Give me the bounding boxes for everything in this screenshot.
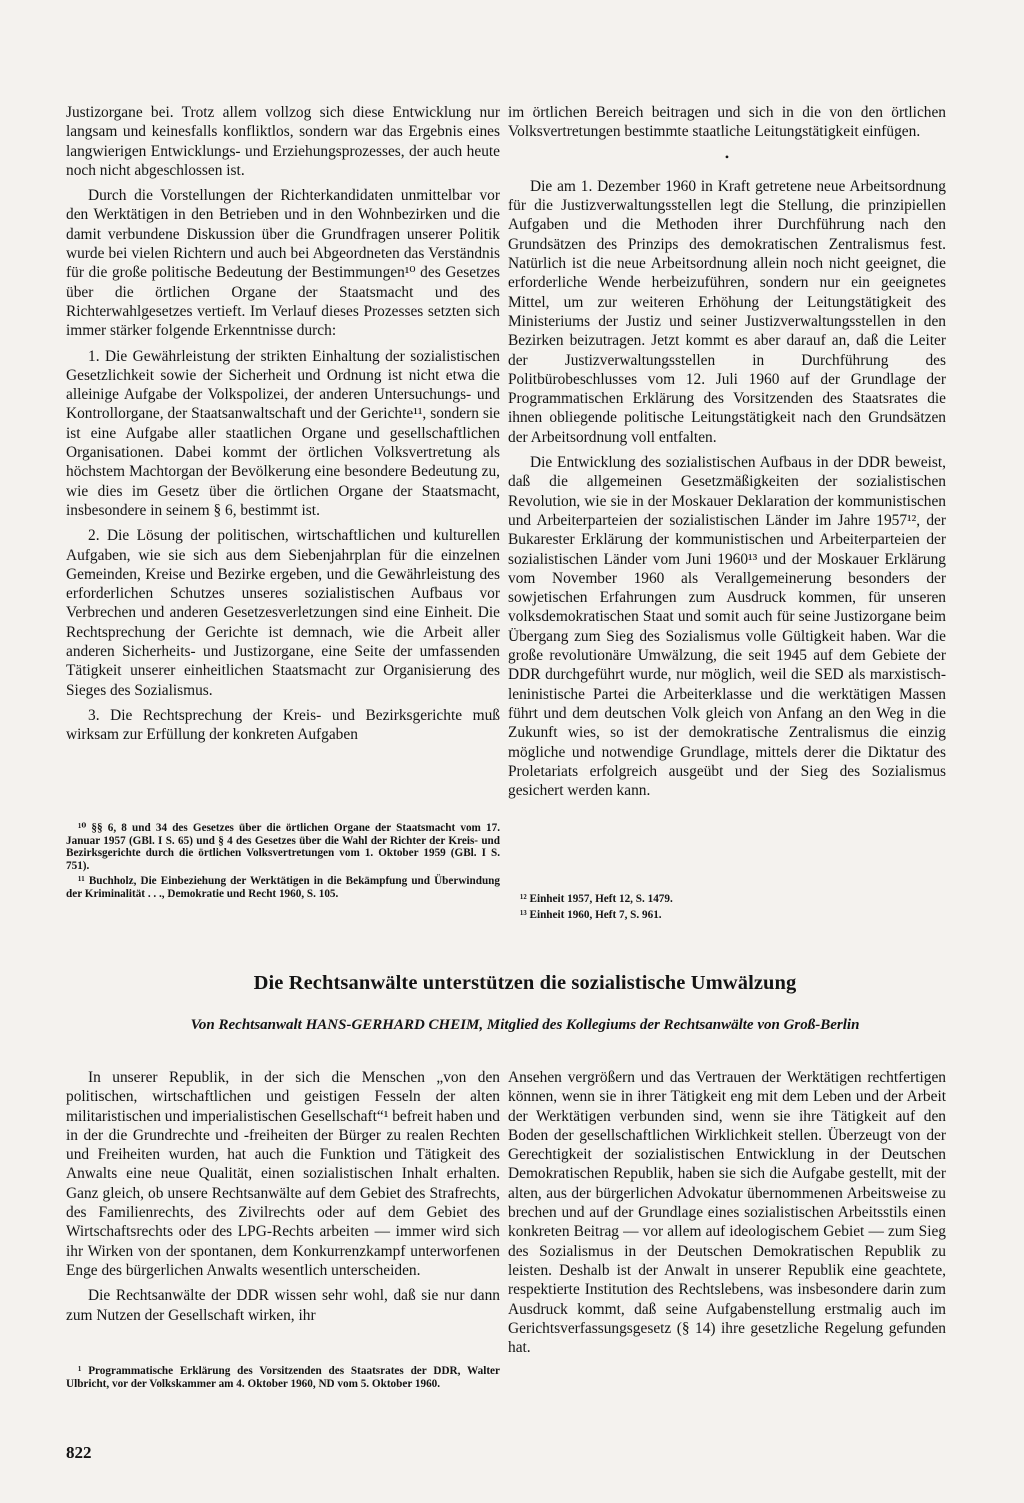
paragraph: Ansehen vergrößern und das Vertrauen der Werktätigen rechtfertigen können, wenn sie in ihrer Tätigkeit eng mit dem Leben und der Arbeit der Werktätigen verbunden sind, wenn sie ihre Tätigkeit auf den Boden der gesellschaftlichen Wirklichkeit stellen. Überzeugt von der Gerechtigkeit der sozialistischen Entwicklung in der Deutschen Demokratischen Republik, haben sie sich die Aufgabe gestellt, mit der alten, aus der bürgerlichen Advokatur übernommenen Arbeitsweise zu brechen und auf der Grundlage eines sozialistischen Arbeitsstils einen konkreten Beitrag — vor allem auf ideologischem Gebiet — zum Sieg des Sozialismus in der Deutschen Demokratischen Republik zu leisten. Deshalb ist der Anwalt in unserer Republik eine geachtete, respektierte Institution des Rechtslebens, was insbesondere darin zum Ausdruck kommt, daß seine Aufgabenstellung erstmalig auch im Gerichtsverfassungsgesetz (§ 14) ihre gesetzliche Regelung gefunden hat. [508, 1069, 946, 1357]
article-left-footnotes [66, 1365, 500, 1393]
paragraph: In unserer Republik, in der sich die Menschen „von den politischen, wirtschaftlichen und geistigen Fesseln der alten militaristischen und imperialistischen Gesellschaft“¹ befreit haben und in der die Grundrechte und -freiheiten der Bürger zu realen Rechten und Freiheiten wurden, hat auch die Funktion und Tätigkeit des Anwalts eine neue Qualität, einen sozialistischen Inhalt erhalten. Ganz gleich, ob unsere Rechtsanwälte auf dem Gebiet des Strafrechts, des Familienrechts, des Zivilrechts oder auf dem Gebiet des Wirtschaftsrechts oder des LPG-Rechts arbeiten — immer wird sich ihr Wirken von der spontanen, dem Konkurrenzkampf unterworfenen Enge des bürgerlichen Anwalts wesentlich unterscheiden. [66, 1069, 500, 1279]
footnote-11: ¹¹ Buchholz, Die Einbeziehung der Werktätigen in die Bekämpfung und Überwindung der Kriminalität . . ., Demokratie und Recht 1960, S. 105. [66, 875, 500, 900]
paragraph: Die am 1. Dezember 1960 in Kraft getretene neue Arbeitsordnung für die Justizverwaltungsstellen legt die Stellung, die prinzipiellen Aufgaben und die Methoden ihrer Durchführung nach den Grundsätzen des Prinzips des demokratischen Zentralismus fest. Natürlich ist die neue Arbeitsordnung allein noch nicht geeignet, die erforderliche Wende herbeizuführen, sondern nur ein geeignetes Mittel, um zur weiteren Erhöhung der Leitungstätigkeit des Ministeriums der Justiz und seiner Justizverwaltungsstellen in den Bezirken beizutragen. Jetzt kommt es aber darauf an, daß die Leiter der Justizverwaltungsstellen in Durchführung des Politbürobeschlusses vom 12. Juli 1960 auf der Grundlage der Programmatischen Erklärung des Vorsitzenden des Staatsrates die ihnen obliegende politische Leitungstätigkeit nach den Grundsätzen der Arbeitsordnung voll entfalten. [508, 177, 946, 446]
paragraph: Durch die Vorstellungen der Richterkandidaten unmittelbar vor den Werktätigen in den Betrieben und in den Wohnbezirken und die damit verbundene Diskussion über die Grundfragen unserer Politik wurde bei vielen Richtern und auch bei Abgeordneten das Verständnis für die große politische Bedeutung der Bestimmungen¹⁰ des Gesetzes über die örtlichen Organe der Staatsmacht und des Richterwahlgesetzes vertieft. Im Verlauf dieses Prozesses setzten sich immer stärker folgende Erkenntnisse durch: [66, 187, 500, 340]
top-left-footnotes [66, 822, 500, 904]
article-right-column [508, 1068, 946, 1363]
top-left-column [66, 103, 500, 751]
article-title: Die Rechtsanwälte unterstützen die sozialistische Umwälzung [253, 972, 797, 994]
top-right-column [508, 103, 946, 806]
paragraph: Die Rechtsanwälte der DDR wissen sehr wohl, daß sie nur dann zum Nutzen der Gesellschaft wirken, ihr [66, 1287, 500, 1324]
paragraph: 1. Die Gewährleistung der strikten Einhaltung der sozialistischen Gesetzlichkeit sowie der Sicherheit und Ordnung ist nicht etwa die alleinige Aufgabe der Volkspolizei, der anderen Untersuchungs- und Kontrollorgane, der Staatsanwaltschaft und der Gerichte¹¹, sondern sie ist eine Aufgabe aller staatlichen Organe und gesellschaftlichen Organisationen. Dabei kommt der örtlichen Volksvertretung als höchstem Machtorgan der Bevölkerung eine besondere Bedeutung zu, wie dies im Gesetz über die örtlichen Organe der Staatsmacht, insbesondere in seinem § 6, bestimmt ist. [66, 347, 500, 519]
section-separator: • [724, 149, 730, 164]
footnote-13: ¹³ Einheit 1960, Heft 7, S. 961. [520, 908, 662, 921]
paragraph: 3. Die Rechtsprechung der Kreis- und Bezirksgerichte muß wirksam zur Erfüllung der konkreten Aufgaben [66, 706, 500, 744]
paragraph: Die Entwicklung des sozialistischen Aufbaus in der DDR beweist, daß die allgemeinen Gesetzmäßigkeiten der sozialistischen Revolution, wie sie in der Moskauer Deklaration der kommunistischen und Arbeiterparteien der sozialistischen Länder im Jahre 1957¹², der Bukarester Erklärung der kommunistischen und Arbeiterparteien der sozialistischen Länder vom Juni 1960¹³ und der Moskauer Erklärung vom November 1960 als Verallgemeinerung besonders der sowjetischen Erfahrungen zum Ausdruck kommen, für unseren volksdemokratischen Staat und somit auch für seine Justizorgane beim Übergang zum Sieg des Sozialismus volle Gültigkeit haben. War die große revolutionäre Umwälzung, die seit 1945 auf dem Gebiete der DDR durchgeführt wurde, nur möglich, weil die SED als marxistisch-leninistische Partei die Arbeiterklasse und die werktätigen Massen führt und dem deutschen Volk gleich von Anfang an den Weg in die Zukunft wies, so ist der demokratische Zentralismus die einzig mögliche und notwendige Grundlage, mittels derer die Diktatur des Proletariats erfolgreich ausgeübt und der Sieg des Sozialismus gesichert werden kann. [508, 454, 946, 800]
article-left-column [66, 1068, 500, 1331]
paragraph: im örtlichen Bereich beitragen und sich in die von den örtlichen Volksvertretungen bestimmte staatliche Leitungstätigkeit einfügen. [508, 104, 946, 141]
paragraph: 2. Die Lösung der politischen, wirtschaftlichen und kulturellen Aufgaben, wie sie sich aus dem Siebenjahrplan für die einzelnen Gemeinden, Kreise und Bezirke ergeben, und die Gewährleistung des erforderlichen Schutzes unseres sozialistischen Aufbaus vor Verbrechen und anderen Gesetzesverletzungen sind eine Einheit. Die Rechtsprechung der Gerichte ist demnach, wie die Arbeit aller anderen Sicherheits- und Justizorgane, eine Seite der umfassenden Tätigkeit unserer einheitlichen Staatsmacht zur Organisierung des Sieges des Sozialismus. [66, 527, 500, 699]
footnote-12: ¹² Einheit 1957, Heft 12, S. 1479. [520, 893, 673, 905]
article-byline: Von Rechtsanwalt HANS-GERHARD CHEIM, Mitglied des Kollegiums der Rechtsanwälte von Groß-Berlin [190, 1017, 860, 1033]
top-right-footnotes [508, 893, 946, 924]
footnote-1: ¹ Programmatische Erklärung des Vorsitzenden des Staatsrates der DDR, Walter Ulbricht, vor der Volkskammer am 4. Oktober 1960, ND vom 5. Oktober 1960. [66, 1365, 500, 1390]
page-number: 822 [66, 1443, 92, 1462]
paragraph: Justizorgane bei. Trotz allem vollzog sich diese Entwicklung nur langsam und keinesfalls konfliktlos, sondern war das Ergebnis eines langwierigen Entwicklungs- und Erziehungsprozesses, der auch heute noch nicht abgeschlossen ist. [66, 104, 500, 179]
footnote-10: ¹⁰ §§ 6, 8 und 34 des Gesetzes über die örtlichen Organe der Staatsmacht vom 17. Januar 1957 (GBl. I S. 65) und § 4 des Gesetzes über die Wahl der Richter der Kreis- und Bezirksgerichte durch die örtlichen Volksvertretungen vom 1. Oktober 1959 (GBl. I S. 751). [66, 822, 500, 872]
